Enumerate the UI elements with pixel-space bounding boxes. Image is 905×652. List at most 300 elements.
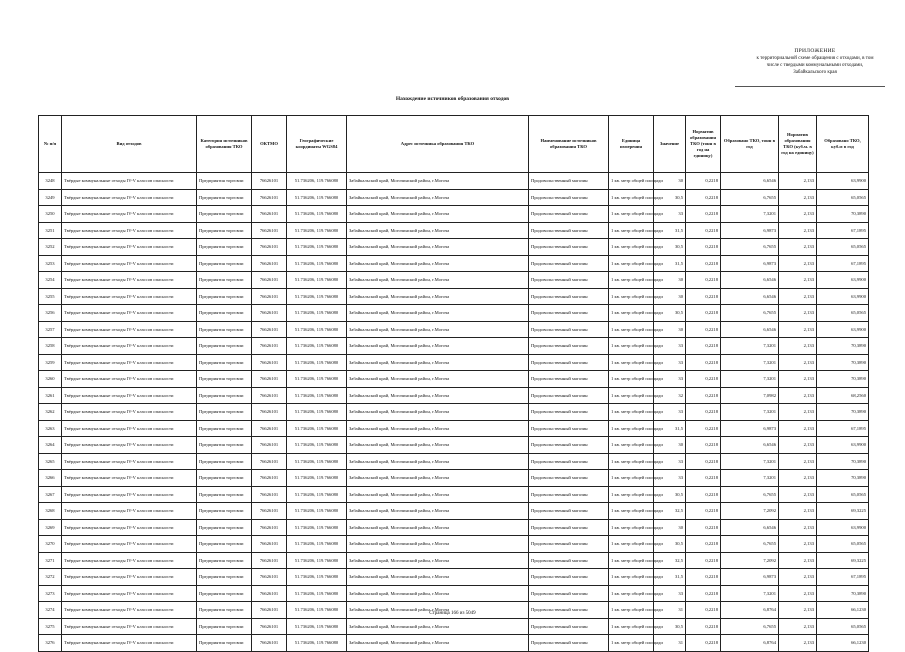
norm-tons-cell: 0,2218 <box>686 569 721 586</box>
category-cell: Предприятия торговли <box>197 602 252 619</box>
waste-type-cell: Твёрдые коммунальные отходы IV-V классов опасности <box>62 602 197 619</box>
value-cell: 33 <box>654 585 686 602</box>
oktmo-cell: 76626101 <box>252 222 287 239</box>
unit-cell: 1 кв. метр общей площади <box>609 321 654 338</box>
oktmo-cell: 76626101 <box>252 602 287 619</box>
source-name-cell: Продовольственный магазин <box>529 552 609 569</box>
category-cell: Предприятия торговли <box>197 239 252 256</box>
oktmo-cell: 76626101 <box>252 618 287 635</box>
document-title: Нахождение источников образования отходов <box>395 96 510 102</box>
waste-type-cell: Твёрдые коммунальные отходы IV-V классов опасности <box>62 206 197 223</box>
table-row <box>39 420 869 437</box>
category-cell: Предприятия торговли <box>197 173 252 190</box>
header-address: Адрес источника образования ТКО <box>347 116 529 173</box>
category-cell: Предприятия торговли <box>197 618 252 635</box>
unit-cell: 1 кв. метр общей площади <box>609 585 654 602</box>
source-name-cell: Продовольственный магазин <box>529 618 609 635</box>
coordinates-cell: 51.736206, 119.766080 <box>287 420 347 437</box>
address-cell: Забайкальский край, Могочинский район, г.Могоча <box>347 288 529 305</box>
norm-cubic-cell: 2,133 <box>779 437 817 454</box>
generated-tons-cell: 6,7655 <box>721 189 779 206</box>
coordinates-cell: 51.736206, 119.766080 <box>287 602 347 619</box>
row-number: 3267 <box>39 486 62 503</box>
generated-cubic-cell: 67,1895 <box>817 222 869 239</box>
header-category: Категория источников образования ТКО <box>197 116 252 173</box>
generated-cubic-cell: 65,0565 <box>817 239 869 256</box>
table-row <box>39 222 869 239</box>
source-name-cell: Продовольственный магазин <box>529 371 609 388</box>
address-cell: Забайкальский край, Могочинский район, г.Могоча <box>347 189 529 206</box>
generated-tons-cell: 7,3201 <box>721 371 779 388</box>
waste-type-cell: Твёрдые коммунальные отходы IV-V классов опасности <box>62 552 197 569</box>
waste-type-cell: Твёрдые коммунальные отходы IV-V классов опасности <box>62 635 197 652</box>
waste-type-cell: Твёрдые коммунальные отходы IV-V классов опасности <box>62 189 197 206</box>
category-cell: Предприятия торговли <box>197 288 252 305</box>
row-number: 3276 <box>39 635 62 652</box>
coordinates-cell: 51.736206, 119.766080 <box>287 453 347 470</box>
table-row <box>39 486 869 503</box>
oktmo-cell: 76626101 <box>252 272 287 289</box>
oktmo-cell: 76626101 <box>252 371 287 388</box>
generated-tons-cell: 6,7655 <box>721 536 779 553</box>
table-row <box>39 354 869 371</box>
generated-cubic-cell: 63,9900 <box>817 519 869 536</box>
norm-tons-cell: 0,2218 <box>686 453 721 470</box>
source-name-cell: Продовольственный магазин <box>529 635 609 652</box>
generated-cubic-cell: 67,1895 <box>817 569 869 586</box>
table-row <box>39 305 869 322</box>
value-cell: 33 <box>654 354 686 371</box>
coordinates-cell: 51.736206, 119.766080 <box>287 189 347 206</box>
norm-tons-cell: 0,2218 <box>686 536 721 553</box>
address-cell: Забайкальский край, Могочинский район, г.Могоча <box>347 503 529 520</box>
oktmo-cell: 76626101 <box>252 321 287 338</box>
coordinates-cell: 51.736206, 119.766080 <box>287 585 347 602</box>
coordinates-cell: 51.736206, 119.766080 <box>287 635 347 652</box>
source-name-cell: Продовольственный магазин <box>529 173 609 190</box>
generated-cubic-cell: 66,1230 <box>817 602 869 619</box>
coordinates-cell: 51.736206, 119.766080 <box>287 305 347 322</box>
coordinates-cell: 51.736206, 119.766080 <box>287 206 347 223</box>
generated-tons-cell: 6,6546 <box>721 288 779 305</box>
waste-type-cell: Твёрдые коммунальные отходы IV-V классов опасности <box>62 239 197 256</box>
value-cell: 33 <box>654 371 686 388</box>
generated-cubic-cell: 70,3890 <box>817 470 869 487</box>
norm-cubic-cell: 2,133 <box>779 420 817 437</box>
generated-cubic-cell: 70,3890 <box>817 338 869 355</box>
row-number: 3250 <box>39 206 62 223</box>
unit-cell: 1 кв. метр общей площади <box>609 255 654 272</box>
coordinates-cell: 51.736206, 119.766080 <box>287 354 347 371</box>
row-number: 3259 <box>39 354 62 371</box>
table-row <box>39 206 869 223</box>
generated-cubic-cell: 63,9900 <box>817 321 869 338</box>
value-cell: 30,5 <box>654 189 686 206</box>
waste-type-cell: Твёрдые коммунальные отходы IV-V классов опасности <box>62 222 197 239</box>
norm-cubic-cell: 2,133 <box>779 387 817 404</box>
table-row <box>39 255 869 272</box>
norm-cubic-cell: 2,133 <box>779 173 817 190</box>
address-cell: Забайкальский край, Могочинский район, г.Могоча <box>347 305 529 322</box>
unit-cell: 1 кв. метр общей площади <box>609 272 654 289</box>
row-number: 3272 <box>39 569 62 586</box>
oktmo-cell: 76626101 <box>252 288 287 305</box>
oktmo-cell: 76626101 <box>252 486 287 503</box>
address-cell: Забайкальский край, Могочинский район, г.Могоча <box>347 206 529 223</box>
norm-cubic-cell: 2,133 <box>779 272 817 289</box>
oktmo-cell: 76626101 <box>252 404 287 421</box>
coordinates-cell: 51.736206, 119.766080 <box>287 437 347 454</box>
waste-type-cell: Твёрдые коммунальные отходы IV-V классов опасности <box>62 585 197 602</box>
waste-type-cell: Твёрдые коммунальные отходы IV-V классов опасности <box>62 618 197 635</box>
address-cell: Забайкальский край, Могочинский район, г.Могоча <box>347 255 529 272</box>
value-cell: 33 <box>654 470 686 487</box>
table-row <box>39 321 869 338</box>
generated-cubic-cell: 70,3890 <box>817 371 869 388</box>
unit-cell: 1 кв. метр общей площади <box>609 239 654 256</box>
generated-tons-cell: 6,8764 <box>721 635 779 652</box>
generated-cubic-cell: 67,1895 <box>817 420 869 437</box>
norm-cubic-cell: 2,133 <box>779 338 817 355</box>
generated-tons-cell: 7,3201 <box>721 338 779 355</box>
oktmo-cell: 76626101 <box>252 338 287 355</box>
generated-tons-cell: 7,3201 <box>721 453 779 470</box>
value-cell: 33 <box>654 206 686 223</box>
address-cell: Забайкальский край, Могочинский район, г.Могоча <box>347 222 529 239</box>
category-cell: Предприятия торговли <box>197 569 252 586</box>
value-cell: 30,5 <box>654 618 686 635</box>
unit-cell: 1 кв. метр общей площади <box>609 470 654 487</box>
generated-tons-cell: 6,7655 <box>721 305 779 322</box>
table-row <box>39 189 869 206</box>
address-cell: Забайкальский край, Могочинский район, г.Могоча <box>347 321 529 338</box>
oktmo-cell: 76626101 <box>252 536 287 553</box>
generated-cubic-cell: 69,3225 <box>817 552 869 569</box>
category-cell: Предприятия торговли <box>197 321 252 338</box>
unit-cell: 1 кв. метр общей площади <box>609 222 654 239</box>
category-cell: Предприятия торговли <box>197 585 252 602</box>
category-cell: Предприятия торговли <box>197 305 252 322</box>
appendix-underline <box>735 86 885 87</box>
row-number: 3255 <box>39 288 62 305</box>
generated-cubic-cell: 70,3890 <box>817 404 869 421</box>
norm-tons-cell: 0,2218 <box>686 585 721 602</box>
norm-tons-cell: 0,2218 <box>686 288 721 305</box>
category-cell: Предприятия торговли <box>197 437 252 454</box>
table-row <box>39 618 869 635</box>
row-number: 3258 <box>39 338 62 355</box>
source-name-cell: Продовольственный магазин <box>529 536 609 553</box>
coordinates-cell: 51.736206, 119.766080 <box>287 321 347 338</box>
coordinates-cell: 51.736206, 119.766080 <box>287 404 347 421</box>
table-row <box>39 239 869 256</box>
row-number: 3262 <box>39 404 62 421</box>
generated-cubic-cell: 70,3890 <box>817 453 869 470</box>
generated-tons-cell: 6,6546 <box>721 173 779 190</box>
row-number: 3270 <box>39 536 62 553</box>
value-cell: 30,5 <box>654 486 686 503</box>
unit-cell: 1 кв. метр общей площади <box>609 288 654 305</box>
table-row <box>39 585 869 602</box>
generated-tons-cell: 6,9873 <box>721 420 779 437</box>
source-name-cell: Продовольственный магазин <box>529 255 609 272</box>
table-row <box>39 404 869 421</box>
category-cell: Предприятия торговли <box>197 338 252 355</box>
appendix-block <box>735 48 895 76</box>
value-cell: 30 <box>654 321 686 338</box>
oktmo-cell: 76626101 <box>252 453 287 470</box>
generated-tons-cell: 6,9873 <box>721 222 779 239</box>
address-cell: Забайкальский край, Могочинский район, г.Могоча <box>347 387 529 404</box>
coordinates-cell: 51.736206, 119.766080 <box>287 470 347 487</box>
table-row <box>39 569 869 586</box>
waste-type-cell: Твёрдые коммунальные отходы IV-V классов опасности <box>62 519 197 536</box>
norm-cubic-cell: 2,133 <box>779 371 817 388</box>
oktmo-cell: 76626101 <box>252 239 287 256</box>
generated-cubic-cell: 63,9900 <box>817 437 869 454</box>
address-cell: Забайкальский край, Могочинский район, г.Могоча <box>347 453 529 470</box>
generated-cubic-cell: 65,0565 <box>817 486 869 503</box>
unit-cell: 1 кв. метр общей площади <box>609 420 654 437</box>
norm-cubic-cell: 2,133 <box>779 552 817 569</box>
address-cell: Забайкальский край, Могочинский район, г.Могоча <box>347 519 529 536</box>
table-row <box>39 552 869 569</box>
address-cell: Забайкальский край, Могочинский район, г.Могоча <box>347 486 529 503</box>
norm-cubic-cell: 2,133 <box>779 222 817 239</box>
waste-type-cell: Твёрдые коммунальные отходы IV-V классов опасности <box>62 453 197 470</box>
waste-type-cell: Твёрдые коммунальные отходы IV-V классов опасности <box>62 486 197 503</box>
category-cell: Предприятия торговли <box>197 404 252 421</box>
unit-cell: 1 кв. метр общей площади <box>609 173 654 190</box>
generated-tons-cell: 6,7655 <box>721 239 779 256</box>
value-cell: 33 <box>654 404 686 421</box>
generated-tons-cell: 6,6546 <box>721 272 779 289</box>
generated-tons-cell: 7,3201 <box>721 206 779 223</box>
coordinates-cell: 51.736206, 119.766080 <box>287 486 347 503</box>
unit-cell: 1 кв. метр общей площади <box>609 503 654 520</box>
table-row <box>39 470 869 487</box>
header-source-name: Наименование источников образования ТКО <box>529 116 609 173</box>
generated-cubic-cell: 65,0565 <box>817 305 869 322</box>
category-cell: Предприятия торговли <box>197 272 252 289</box>
generated-cubic-cell: 63,9900 <box>817 173 869 190</box>
row-number: 3269 <box>39 519 62 536</box>
generated-cubic-cell: 63,9900 <box>817 272 869 289</box>
value-cell: 30 <box>654 288 686 305</box>
oktmo-cell: 76626101 <box>252 470 287 487</box>
address-cell: Забайкальский край, Могочинский район, г.Могоча <box>347 470 529 487</box>
generated-cubic-cell: 66,1230 <box>817 635 869 652</box>
row-number: 3248 <box>39 173 62 190</box>
oktmo-cell: 76626101 <box>252 585 287 602</box>
oktmo-cell: 76626101 <box>252 635 287 652</box>
norm-tons-cell: 0,2218 <box>686 420 721 437</box>
norm-cubic-cell: 2,133 <box>779 239 817 256</box>
generated-cubic-cell: 63,9900 <box>817 288 869 305</box>
source-name-cell: Продовольственный магазин <box>529 585 609 602</box>
address-cell: Забайкальский край, Могочинский район, г.Могоча <box>347 569 529 586</box>
table-row <box>39 437 869 454</box>
waste-type-cell: Твёрдые коммунальные отходы IV-V классов опасности <box>62 470 197 487</box>
row-number: 3263 <box>39 420 62 437</box>
norm-tons-cell: 0,2218 <box>686 602 721 619</box>
norm-cubic-cell: 2,133 <box>779 288 817 305</box>
row-number: 3268 <box>39 503 62 520</box>
table-row <box>39 453 869 470</box>
row-number: 3257 <box>39 321 62 338</box>
coordinates-cell: 51.736206, 119.766080 <box>287 288 347 305</box>
table-row <box>39 635 869 652</box>
address-cell: Забайкальский край, Могочинский район, г.Могоча <box>347 602 529 619</box>
unit-cell: 1 кв. метр общей площади <box>609 371 654 388</box>
waste-type-cell: Твёрдые коммунальные отходы IV-V классов опасности <box>62 503 197 520</box>
header-generated-tons: Образовано ТКО, тонн в год <box>721 116 779 173</box>
norm-tons-cell: 0,2218 <box>686 618 721 635</box>
row-number: 3264 <box>39 437 62 454</box>
coordinates-cell: 51.736206, 119.766080 <box>287 552 347 569</box>
value-cell: 33 <box>654 338 686 355</box>
generated-tons-cell: 6,6546 <box>721 519 779 536</box>
source-name-cell: Продовольственный магазин <box>529 288 609 305</box>
table-row <box>39 503 869 520</box>
generated-tons-cell: 7,3201 <box>721 404 779 421</box>
value-cell: 32,5 <box>654 552 686 569</box>
address-cell: Забайкальский край, Могочинский район, г.Могоча <box>347 404 529 421</box>
unit-cell: 1 кв. метр общей площади <box>609 437 654 454</box>
unit-cell: 1 кв. метр общей площади <box>609 453 654 470</box>
value-cell: 31,5 <box>654 420 686 437</box>
norm-cubic-cell: 2,133 <box>779 602 817 619</box>
norm-tons-cell: 0,2218 <box>686 189 721 206</box>
category-cell: Предприятия торговли <box>197 255 252 272</box>
oktmo-cell: 76626101 <box>252 255 287 272</box>
header-unit: Единица измерения <box>609 116 654 173</box>
source-name-cell: Продовольственный магазин <box>529 420 609 437</box>
source-name-cell: Продовольственный магазин <box>529 569 609 586</box>
norm-cubic-cell: 2,133 <box>779 618 817 635</box>
oktmo-cell: 76626101 <box>252 354 287 371</box>
norm-cubic-cell: 2,133 <box>779 206 817 223</box>
value-cell: 32,5 <box>654 503 686 520</box>
row-number: 3266 <box>39 470 62 487</box>
coordinates-cell: 51.736206, 119.766080 <box>287 387 347 404</box>
table-row <box>39 288 869 305</box>
value-cell: 30 <box>654 173 686 190</box>
row-number: 3260 <box>39 371 62 388</box>
waste-type-cell: Твёрдые коммунальные отходы IV-V классов опасности <box>62 288 197 305</box>
header-oktmo: ОКТМО <box>252 116 287 173</box>
waste-type-cell: Твёрдые коммунальные отходы IV-V классов опасности <box>62 272 197 289</box>
generated-cubic-cell: 67,1895 <box>817 255 869 272</box>
source-name-cell: Продовольственный магазин <box>529 321 609 338</box>
row-number: 3265 <box>39 453 62 470</box>
category-cell: Предприятия торговли <box>197 470 252 487</box>
value-cell: 31 <box>654 602 686 619</box>
appendix-line-3: Забайкальского края <box>793 70 837 75</box>
table-row <box>39 519 869 536</box>
category-cell: Предприятия торговли <box>197 371 252 388</box>
unit-cell: 1 кв. метр общей площади <box>609 618 654 635</box>
coordinates-cell: 51.736206, 119.766080 <box>287 503 347 520</box>
coordinates-cell: 51.736206, 119.766080 <box>287 519 347 536</box>
norm-tons-cell: 0,2218 <box>686 371 721 388</box>
coordinates-cell: 51.736206, 119.766080 <box>287 222 347 239</box>
value-cell: 30 <box>654 437 686 454</box>
row-number: 3249 <box>39 189 62 206</box>
oktmo-cell: 76626101 <box>252 569 287 586</box>
norm-cubic-cell: 2,133 <box>779 470 817 487</box>
address-cell: Забайкальский край, Могочинский район, г.Могоча <box>347 239 529 256</box>
source-name-cell: Продовольственный магазин <box>529 437 609 454</box>
unit-cell: 1 кв. метр общей площади <box>609 486 654 503</box>
value-cell: 30,5 <box>654 305 686 322</box>
norm-tons-cell: 0,2218 <box>686 503 721 520</box>
value-cell: 31,5 <box>654 255 686 272</box>
source-name-cell: Продовольственный магазин <box>529 354 609 371</box>
norm-cubic-cell: 2,133 <box>779 189 817 206</box>
norm-cubic-cell: 2,133 <box>779 321 817 338</box>
norm-tons-cell: 0,2218 <box>686 552 721 569</box>
category-cell: Предприятия торговли <box>197 387 252 404</box>
row-number: 3251 <box>39 222 62 239</box>
source-name-cell: Продовольственный магазин <box>529 503 609 520</box>
waste-type-cell: Твёрдые коммунальные отходы IV-V классов опасности <box>62 173 197 190</box>
unit-cell: 1 кв. метр общей площади <box>609 552 654 569</box>
source-name-cell: Продовольственный магазин <box>529 338 609 355</box>
generated-tons-cell: 7,3201 <box>721 585 779 602</box>
address-cell: Забайкальский край, Могочинский район, г.Могоча <box>347 585 529 602</box>
norm-tons-cell: 0,2218 <box>686 486 721 503</box>
generated-cubic-cell: 70,3890 <box>817 354 869 371</box>
generated-cubic-cell: 65,0565 <box>817 618 869 635</box>
coordinates-cell: 51.736206, 119.766080 <box>287 618 347 635</box>
header-value: Значение <box>654 116 686 173</box>
value-cell: 31,5 <box>654 569 686 586</box>
table-row <box>39 387 869 404</box>
category-cell: Предприятия торговли <box>197 222 252 239</box>
source-name-cell: Продовольственный магазин <box>529 519 609 536</box>
value-cell: 31,5 <box>654 222 686 239</box>
generated-tons-cell: 6,7655 <box>721 486 779 503</box>
coordinates-cell: 51.736206, 119.766080 <box>287 371 347 388</box>
norm-tons-cell: 0,2218 <box>686 255 721 272</box>
unit-cell: 1 кв. метр общей площади <box>609 305 654 322</box>
appendix-title: ПРИЛОЖЕНИЕ <box>794 48 836 54</box>
address-cell: Забайкальский край, Могочинский район, г.Могоча <box>347 552 529 569</box>
header-coordinates: Географические координаты WGS84 <box>287 116 347 173</box>
waste-type-cell: Твёрдые коммунальные отходы IV-V классов опасности <box>62 569 197 586</box>
generated-tons-cell: 6,6546 <box>721 321 779 338</box>
norm-tons-cell: 0,2218 <box>686 272 721 289</box>
generated-tons-cell: 6,8764 <box>721 602 779 619</box>
value-cell: 32 <box>654 387 686 404</box>
oktmo-cell: 76626101 <box>252 519 287 536</box>
waste-type-cell: Твёрдые коммунальные отходы IV-V классов опасности <box>62 305 197 322</box>
row-number: 3271 <box>39 552 62 569</box>
row-number: 3253 <box>39 255 62 272</box>
address-cell: Забайкальский край, Могочинский район, г.Могоча <box>347 354 529 371</box>
table-row <box>39 338 869 355</box>
table-row <box>39 173 869 190</box>
waste-sources-table <box>38 115 869 652</box>
header-generated-cubic: Образовано ТКО, куб.м в год <box>817 116 869 173</box>
coordinates-cell: 51.736206, 119.766080 <box>287 255 347 272</box>
unit-cell: 1 кв. метр общей площади <box>609 338 654 355</box>
waste-type-cell: Твёрдые коммунальные отходы IV-V классов опасности <box>62 371 197 388</box>
category-cell: Предприятия торговли <box>197 453 252 470</box>
generated-tons-cell: 7,3201 <box>721 470 779 487</box>
norm-tons-cell: 0,2218 <box>686 305 721 322</box>
